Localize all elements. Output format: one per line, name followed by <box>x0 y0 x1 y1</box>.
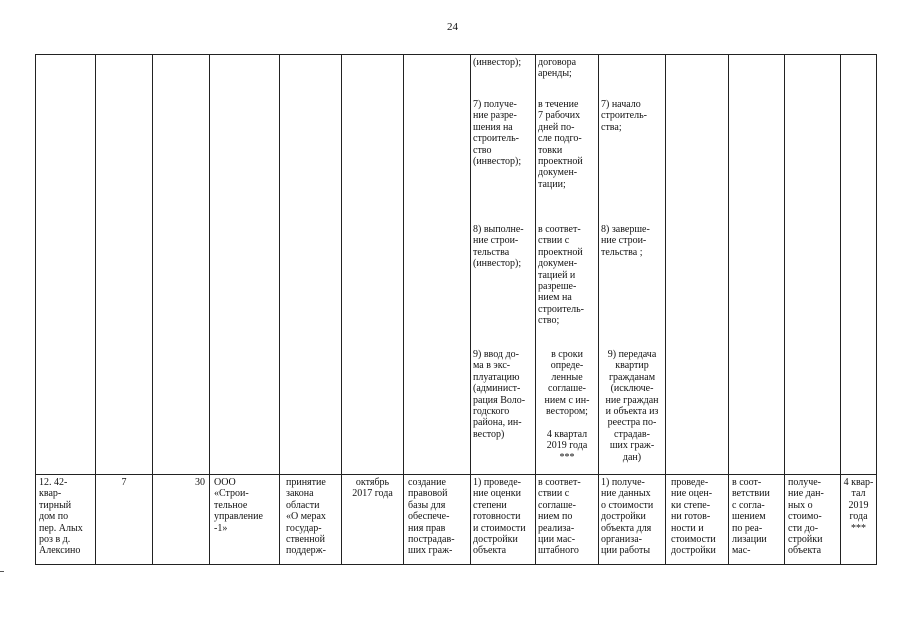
stage-cell: 1) проведе- ние оценки степени готовности и стоимости достройки объекта <box>473 477 526 557</box>
scan-edge-mark <box>0 571 4 572</box>
deadline-cell: в течение 7 рабочих дней по- сле подго- товки проектной докумен- тации; <box>538 99 583 190</box>
date-cell: октябрь 2017 года <box>352 477 393 500</box>
page-number: 24 <box>447 21 458 33</box>
deadline-cell: договора аренды; <box>538 57 577 80</box>
column-line <box>598 54 599 565</box>
measure-cell: принятие закона области «О мерах государ- ственной поддерж- <box>286 477 326 557</box>
column-line <box>728 54 729 565</box>
column-line <box>279 54 280 565</box>
table-border-top <box>35 54 877 55</box>
stage-cell: 7) получе- ние разре- шения на строитель- ство (инвестор); <box>473 99 522 168</box>
goal-cell: создание правовой базы для обеспече- ния прав пострадав- ших граж- <box>408 477 455 557</box>
deadline-cell: в соот- ветствии с согла- шением по реа- лизации мас- <box>732 477 770 557</box>
developer-cell: ООО «Строи- тельное управление -1» <box>214 477 263 534</box>
result-cell: получе- ние дан- ных о стоимо- сти до- стройки объекта <box>788 477 824 557</box>
table-border-bottom <box>35 564 877 565</box>
column-line <box>876 54 877 565</box>
result-cell: 8) заверше- ние строи- тельства ; <box>601 224 650 258</box>
deadline-cell: в соответ- ствии с соглаше- нием по реализа- ции мас- штабного <box>538 477 581 557</box>
stage-cell: 9) ввод до- ма в экс- плуатацию (админист- рация Воло- годского района, ин- вестор) <box>473 349 526 440</box>
column-line <box>535 54 536 565</box>
column-line <box>35 54 36 565</box>
object-name-cell: 12. 42- квар- тирный дом по пер. Алых роз в д. Алексино <box>39 477 83 557</box>
result-cell: 9) передача квартир гражданам (исключе- ние граждан и объекта из реестра по- страдав- ших граж- дан) <box>605 349 659 463</box>
result-cell: 1) получе- ние данных о стоимости достройки объекта для организа- ции работы <box>601 477 654 557</box>
column-line <box>470 54 471 565</box>
result-cell: 7) начало строитель- ства; <box>601 99 647 133</box>
stage-cell: (инвестор); <box>473 57 522 68</box>
action-cell: проведе- ние оцен- ки степе- ни готов- ности и стоимости достройки <box>671 477 716 557</box>
column-line <box>665 54 666 565</box>
deadline-cell: в соответ- ствии с проектной докумен- тацией и разреше- нием на строитель- ство; <box>538 224 584 327</box>
row-divider <box>35 474 877 475</box>
column-line <box>403 54 404 565</box>
term-cell: 4 квар- тал 2019 года *** <box>843 477 874 534</box>
stage-cell: 8) выполне- ние строи- тельства (инвестор); <box>473 224 524 270</box>
deadline-cell: в сроки опреде- ленные соглаше- нием с ин- вестором; 4 квартал 2019 года *** <box>544 349 590 463</box>
table <box>35 54 877 565</box>
count-cell: 7 <box>121 477 127 488</box>
column-line <box>784 54 785 565</box>
count-cell: 30 <box>195 477 205 488</box>
column-line <box>209 54 210 565</box>
